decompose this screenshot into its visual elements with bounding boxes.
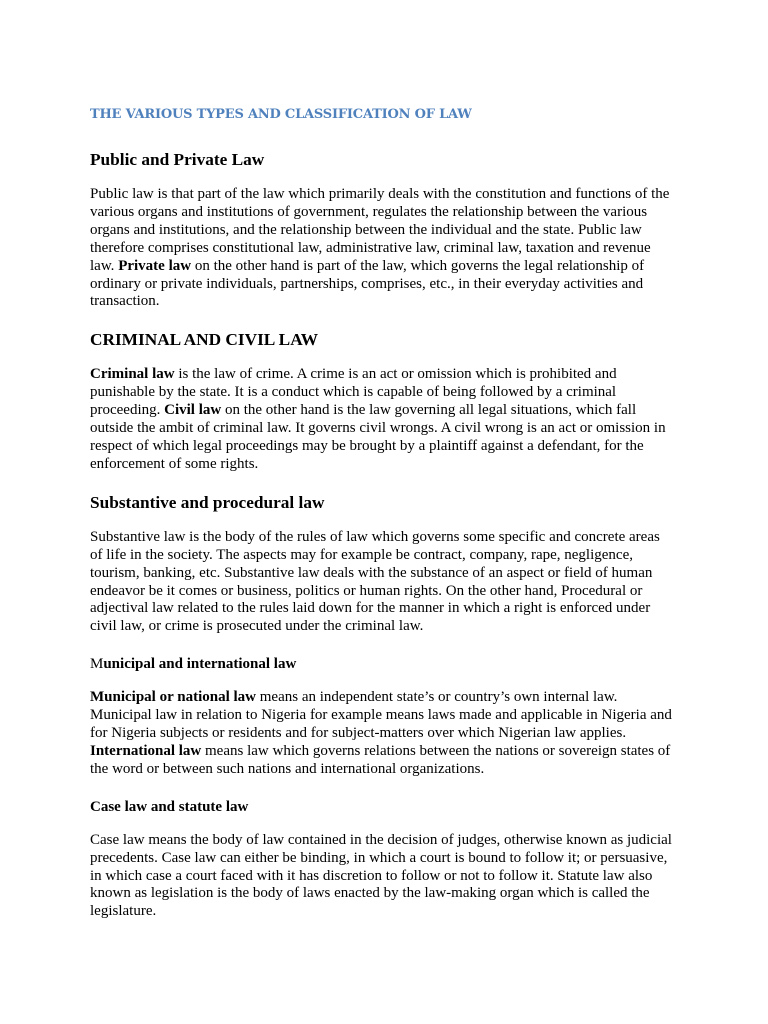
term-international-law: International law (90, 742, 202, 759)
text-run: on the other hand is part of the law, which governs the legal relationship of ordinary or private individuals, partnerships, comprises, etc., in their everyday activities and transaction. (90, 257, 645, 310)
text-run: means an independent state’s or country’s own internal law. Municipal law in relation to Nigeria for example means laws made and applicable in Nigeria and for Nigeria subjects or residents and for subject-matters over which Nigerian law applies. (90, 689, 672, 742)
paragraph-municipal-international-law (90, 689, 676, 779)
heading-rest: unicipal and international law (103, 656, 297, 673)
text-run: is the law of crime. A crime is an act or omission which is prohibited and punishable by the state. It is a conduct which is capable of being followed by a criminal proceeding. (90, 366, 617, 419)
heading-lead-letter: M (90, 656, 104, 673)
term-criminal-law: Criminal law (90, 366, 175, 383)
term-private-law: Private law (118, 257, 192, 274)
paragraph-public-private-law (90, 186, 676, 311)
text-run: means law which governs relations between the nations or sovereign states of the word or between such nations and international organizations. (90, 742, 671, 777)
paragraph-case-statute-law: Case law means the body of law contained in the decision of judges, otherwise known as judicial precedents. Case law can either be binding, in which a court is bound to follow it; or persuasive, in which case a court faced with it has discretion to follow or not to follow it. Statute law also known as legislation is the body of laws enacted by the law-making organ which is called the legislature. (90, 831, 672, 920)
paragraph-criminal-civil-law (90, 366, 676, 473)
heading-criminal-civil-law: CRIMINAL AND CIVIL LAW (90, 330, 319, 350)
document-page (90, 104, 676, 939)
term-municipal-law: Municipal or national law (90, 689, 256, 706)
heading-public-private-law: Public and Private Law (90, 150, 265, 169)
paragraph-substantive-procedural-law: Substantive law is the body of the rules of law which governs some specific and concrete areas of life in the society. The aspects may for example be contract, company, rape, negligence, tourism, banking, etc. Substantive law deals with the substance of an aspect or field of human endeavor be it comes or business, politics or human rights. On the other hand, Procedural or adjectival law related to the rules laid down for the manner in which a right is enforced under civil law, or crime is prosecuted under the criminal law. (90, 528, 660, 635)
heading-substantive-procedural-law: Substantive and procedural law (90, 492, 325, 512)
heading-municipal-international-law (90, 654, 676, 674)
document-title: THE VARIOUS TYPES AND CLASSIFICATION OF LAW (90, 107, 472, 122)
heading-case-statute-law: Case law and statute law (90, 798, 249, 815)
text-run: Public law is that part of the law which primarily deals with the constitution and functions of the various organs and institutions of government, regulates the relationship between the various organs and institutions, and the relationship between the individual and the state. Public law therefore comprises constitutional law, administrative law, criminal law, taxation and revenue law. (90, 186, 670, 274)
text-run: on the other hand is the law governing all legal situations, which fall outside the ambit of criminal law. It governs civil wrongs. A civil wrong is an act or omission in respect of which legal proceedings may be brought by a plaintiff against a defendant, for the enforcement of some rights. (90, 402, 666, 472)
term-civil-law: Civil law (164, 402, 222, 419)
